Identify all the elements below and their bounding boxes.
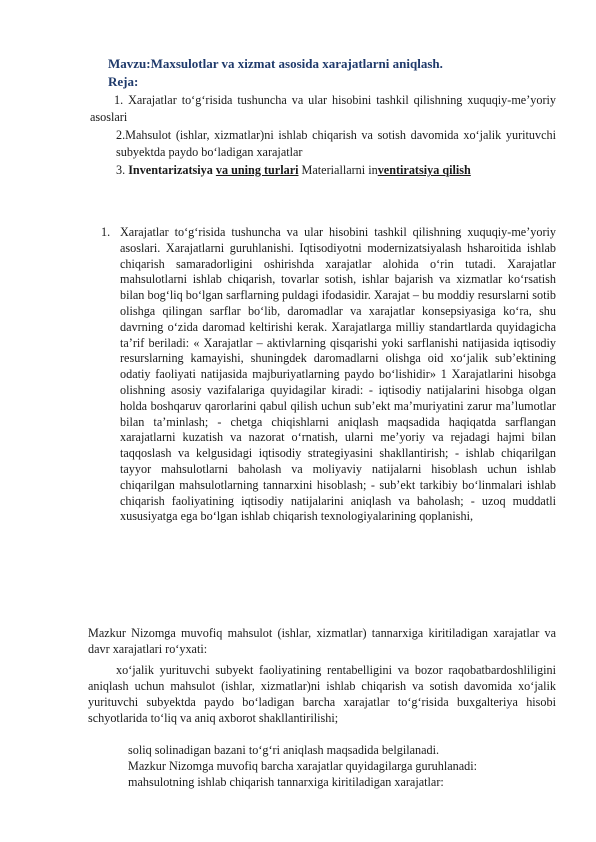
document-title: Mavzu:Maxsulotlar va xizmat asosida xarajatlarni aniqlash.: [108, 56, 443, 71]
plan-item-3-bold: Inventarizatsiya: [128, 163, 213, 177]
bottom-line-1: soliq solinadigan bazani to‘g‘ri aniqlash maqsadida belgilanadi.: [128, 743, 440, 757]
plan-label: Reja:: [108, 74, 139, 89]
plan-item-3: [116, 162, 556, 179]
plan-item-3-mid: Materiallarni in: [298, 163, 378, 177]
plan-item-3-num: 3.: [116, 163, 129, 177]
plan-item-1: 1. Xarajatlar to‘g‘risida tushuncha va ular hisobini tashkil qilishning xuquqiy-me’yoriy asoslari: [90, 93, 556, 124]
plan-item-2: 2.Mahsulot (ishlar, xizmatlar)ni ishlab chiqarish va sotish davomida xo‘jalik yurituvchi subyektda paydo bo‘ladigan xarajatlar: [116, 128, 556, 159]
section-1-text: Xarajatlar to‘g‘risida tushuncha va ular hisobini tashkil qilishning xuquqiy-me’yoriy asoslari. Xarajatlarni guruhlanishi. Iqtisodiyotni modernizatsiyalash hsharoitida ishlab chiqarish samaradorligini oshirishda xarajatlar alohida o‘rin tutadi. Xarajatlar mahsulotlarni ishlab chiqarish, tovarlar sotish, ishlar bajarish va xizmatlar ko‘rsatish bilan bog‘liq bo‘lgan sarflarning puldagi ifodasidir. Xarajat – bu moddiy resurslarni sotib olishga qilingan sarflar bo‘lib, daromadlar va xarajatlar konsepsiyasiga ko‘ra, shu davrning o‘zida daromad keltirishi kerak. Xarajatlarga milliy standartlarda quyidagicha ta’rif beriladi: « Xarajatlar – aktivlarning qisqarishi yoki sarflanishi natijasida iqtisodiy resurslarning kamayishi, shuningdek daromadlarni olishga oid xo‘jalik sub’ektining odatiy faoliyati natijasida majburiyatlarning paydo bo‘lishidir» 1 Xarajatlarini hisobga olishning asosiy vazifalariga quyidagilar kiradi: - iqtisodiy natijalarini hisobga olgan holda boshqaruv qarorlarini qabul qilish uchun sub’ekt ma’muriyatini zarur ma’lumotlar bilan ta’minlash; - chetga chiqishlarni aniqlash maqsadida haqiqatda sarflangan xarajatlarni kuzatish va nazorat o‘rnatish, ularni me’yoriy va rejadagi hajmi bilan taqqoslash va kelgusidagi iqtisodiy strategiyasini shakllantirish; - ishlab chiqarilgan tayyor mahsulotlarni baholash va moliyaviy natijalarni hisoblash uchun ishlab chiqarilgan mahsulotlarning tannarxini hisoblash; - sub’ekt tarkibiy bo‘linmalari ishlab chiqarish faoliyatining iqtisodiy natijalarini aniqlash va baholash; - uzoq muddatli xususiyatga ega bo‘lgan ishlab chiqarish texnologiyalarining qoplanishi,: [120, 225, 556, 524]
bottom-line-2: Mazkur Nizomga muvofiq barcha xarajatlar quyidagilarga guruhlanadi:: [128, 759, 478, 773]
plan-item-3-end: ventiratsiya qilish: [377, 163, 471, 177]
bottom-paragraph-1: Mazkur Nizomga muvofiq mahsulot (ishlar, xizmatlar) tannarxiga kiritiladigan xarajatlar va davr xarajatlari ro‘yxati:: [88, 626, 556, 656]
bottom-paragraph-2: xo‘jalik yurituvchi subyekt faoliyatining rentabelligini va bozor raqobatbardoshliligini aniqlash uchun mahsulot (ishlar, xizmatlar)ni ishlab chiqarish va sotish davomida xo‘jalik yurituvchi subyektda paydo bo‘ladigan barcha xarajatlar to‘g‘risida buxgalteriya hisobi schyotlarida to‘liq va aniq axborot shakllantirilishi;: [88, 663, 556, 725]
section-1-number: 1.: [101, 225, 111, 239]
plan-item-3-underlined: va uning turlari: [215, 163, 299, 177]
bottom-line-3: mahsulotning ishlab chiqarish tannarxiga kiritiladigan xarajatlar:: [128, 775, 444, 789]
